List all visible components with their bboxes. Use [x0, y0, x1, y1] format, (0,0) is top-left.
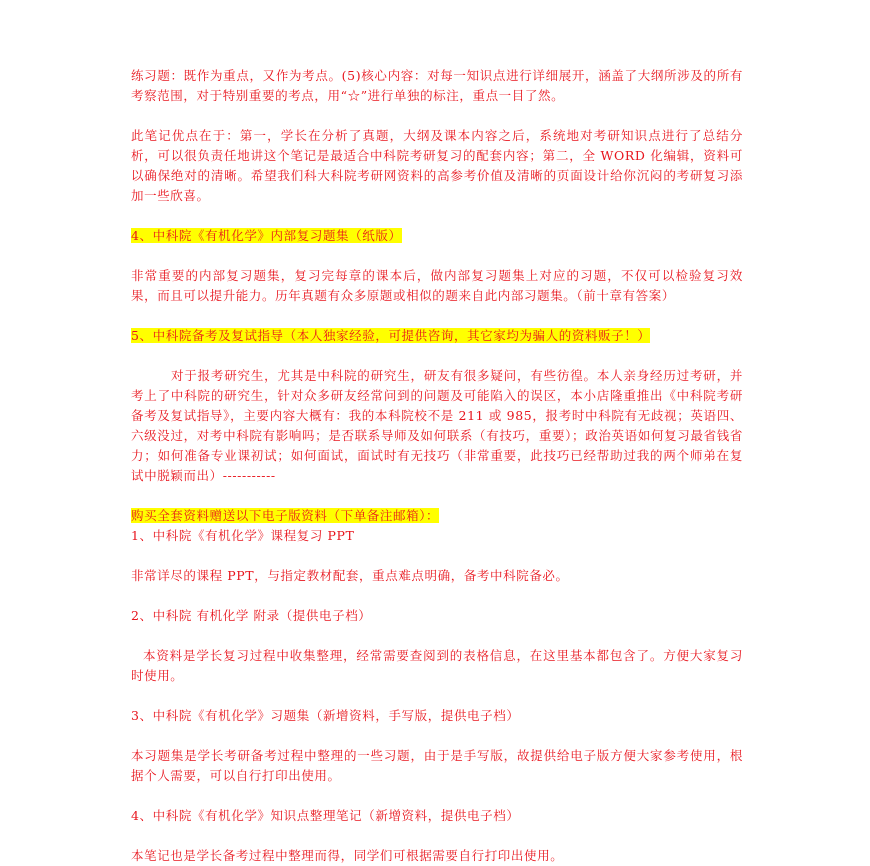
ebook-item-3-desc: 本习题集是学长考研备考过程中整理的一些习题，由于是手写版，故提供给电子版方便大家参考使用，根据个人需要，可以自行打印出使用。 [131, 748, 743, 783]
paragraph-core-content: 练习题：既作为重点，又作为考点。(5)核心内容：对每一知识点进行详细展开，涵盖了大纲所涉及的所有考察范围，对于特别重要的考点，用“☆”进行单独的标注，重点一目了然。 [131, 68, 743, 103]
ebook-item-2-title: 2、中科院 有机化学 附录（提供电子档） [131, 608, 372, 623]
paragraph-internal-exercises: 非常重要的内部复习题集，复习完每章的课本后，做内部复习题集上对应的习题，不仅可以检验复习效果，而且可以提升能力。历年真题有众多原题或相似的题来自此内部习题集。（前十章有答案） [131, 268, 743, 303]
heading-item-5 [131, 326, 743, 346]
heading-item-4 [131, 226, 743, 246]
paragraph-advantages: 此笔记优点在于：第一，学长在分析了真题，大纲及课本内容之后，系统地对考研知识点进行了总结分析，可以很负责任地讲这个笔记是最适合中科院考研复习的配套内容；第二，全 WORD 化编辑，资料可以确保绝对的清晰。希望我们科大科院考研网资料的高参考价值及清晰的页面设计给你沉闷的考研复习添加一些欣喜。 [131, 128, 743, 203]
ebook-item-2-desc: 本资料是学长复习过程中收集整理，经常需要查阅到的表格信息，在这里基本都包含了。方便大家复习时使用。 [131, 648, 743, 683]
document-body [131, 66, 743, 866]
highlight-gift: 购买全套资料赠送以下电子版资料（下单备注邮箱）： [131, 508, 440, 523]
ebook-item-4-title: 4、中科院《有机化学》知识点整理笔记（新增资料，提供电子档） [131, 808, 520, 823]
gift-heading [131, 506, 743, 526]
ebook-item-4-desc: 本笔记也是学长备考过程中整理而得，同学们可根据需要自行打印出使用。 [131, 848, 564, 863]
ebook-item-1-title: 1、中科院《有机化学》课程复习 PPT [131, 528, 355, 543]
highlight-heading-4: 4、中科院《有机化学》内部复习题集（纸版） [131, 228, 402, 243]
ebook-item-1-desc: 非常详尽的课程 PPT，与指定教材配套，重点难点明确，备考中科院备必。 [131, 568, 569, 583]
paragraph-exam-guidance: 对于报考研究生，尤其是中科院的研究生，研友有很多疑问，有些彷徨。本人亲身经历过考研，并考上了中科院的研究生，针对众多研友经常问到的问题及可能陷入的误区，本小店隆重推出《中科院考研备考及复试指导》，主要内容大概有：我的本科院校不是 211 或 985，报考时中科院有无歧视；英语四、六级没过，对考中科院有影响吗；是否联系导师及如何联系（有技巧，重要）；政治英语如何复习最省钱省力；如何准备专业课初试；如何面试，面试时有无技巧（非常重要，此技巧已经帮助过我的两个师弟在复试中脱颖而出）----------- [131, 368, 743, 483]
highlight-heading-5: 5、中科院备考及复试指导（本人独家经验，可提供咨询，其它家均为骗人的资料贩子！） [131, 328, 651, 343]
ebook-item-3-title: 3、中科院《有机化学》习题集（新增资料，手写版，提供电子档） [131, 708, 520, 723]
